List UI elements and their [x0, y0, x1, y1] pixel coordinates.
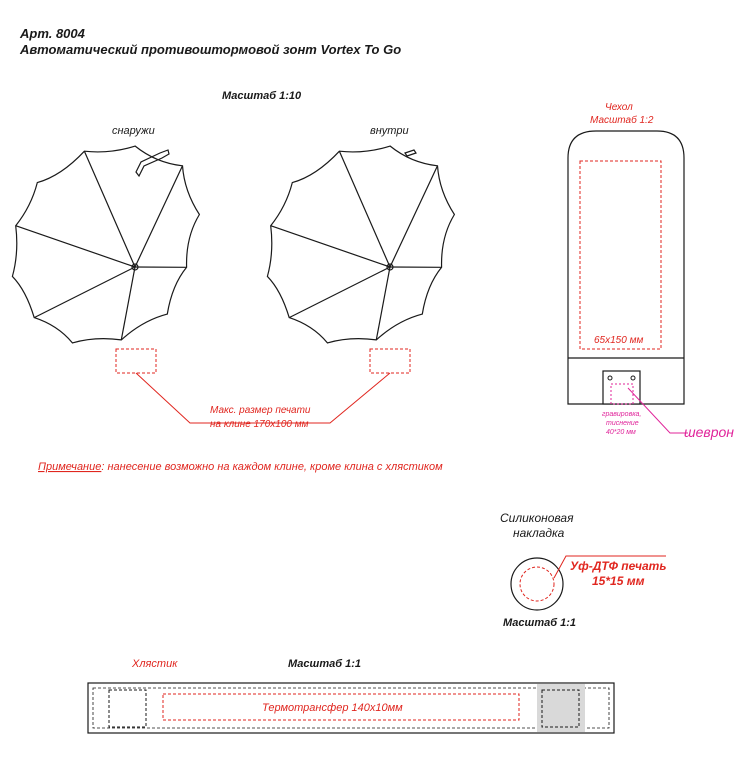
umbrella-outside-ribs [16, 151, 187, 340]
silicone-title-line2: накладка [513, 526, 565, 540]
umbrella-inside-ribs [271, 151, 442, 340]
cover-print-size: 65х150 мм [594, 335, 644, 346]
strap-left-fastener [109, 690, 146, 727]
silicone-print-area [520, 567, 554, 601]
umbrella-outside-canopy [12, 146, 199, 343]
note-text: : нанесение возможно на каждом клине, кроме клина с хлястиком [101, 461, 443, 473]
outside-view-label: снаружи [112, 125, 155, 137]
application-note [38, 461, 443, 473]
print-size-label-line2: на клине 170х100 мм [210, 419, 309, 430]
umbrella-inside-tab-icon [405, 150, 416, 156]
umbrella-inside-canopy [267, 146, 454, 343]
engrave-label-line2: тиснение [606, 420, 639, 427]
cover-title: Чехол [605, 102, 633, 113]
product-title: Автоматический противоштормовой зонт Vortex To Go [20, 42, 402, 57]
umbrella-outside-view [12, 146, 199, 343]
umbrella-strap-tab-icon [136, 150, 169, 176]
note-prefix: Примечание [38, 461, 102, 473]
umbrella-inside-view [267, 146, 454, 343]
cover-print-area [580, 161, 661, 349]
silicone-print-line1: Уф-ДТФ печать [570, 559, 667, 573]
article-number: Арт. 8004 [20, 26, 85, 41]
silicone-pad-outer [511, 558, 563, 610]
silicone-print-line2: 15*15 мм [592, 574, 645, 588]
silicone-scale-label: Масштаб 1:1 [503, 617, 576, 629]
strap-print-label: Термотрансфер 140х10мм [262, 702, 403, 714]
umbrella-scale-label: Масштаб 1:10 [222, 90, 302, 102]
cover-outline [568, 131, 684, 404]
chevron-patch [603, 371, 640, 404]
strap-scale-label: Масштаб 1:1 [288, 658, 361, 670]
silicone-title-line1: Силиконовая [500, 511, 574, 525]
print-size-label-line1: Макс. размер печати [210, 405, 311, 416]
inside-print-area [370, 349, 410, 373]
strap-right-fastener [542, 690, 579, 727]
outside-print-area [116, 349, 156, 373]
chevron-label: шеврон [684, 424, 734, 440]
cover-scale-label: Масштаб 1:2 [590, 115, 654, 126]
inside-view-label: внутри [370, 125, 409, 137]
engrave-label-line1: гравировка, [602, 411, 642, 418]
engrave-label-line3: 40*20 мм [606, 429, 636, 436]
strap-title: Хлястик [132, 658, 178, 670]
